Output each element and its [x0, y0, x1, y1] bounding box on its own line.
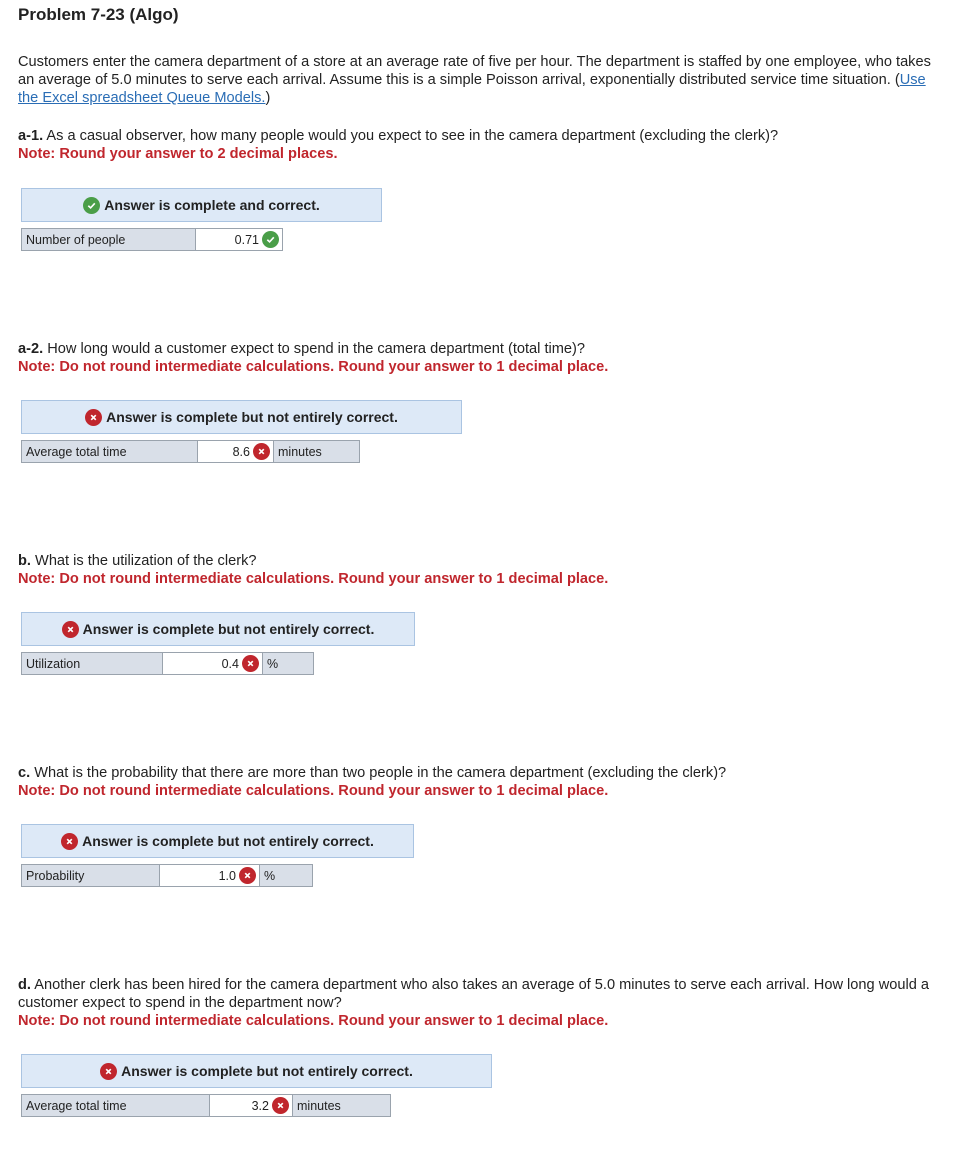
answer-value: 8.6 — [232, 444, 250, 459]
question-text: Another clerk has been hired for the camera department who also takes an average of 5.0 minutes to serve each arrival. How long would a customer expect to spend in the department now? — [18, 977, 929, 1011]
question-text: What is the probability that there are more than two people in the camera department (excluding the clerk)? — [30, 765, 727, 781]
question-label: b. — [18, 553, 31, 569]
x-circle-icon — [61, 833, 78, 850]
x-circle-icon — [100, 1063, 117, 1080]
unit-label: % — [263, 652, 314, 675]
row-label: Utilization — [21, 652, 163, 675]
question-c — [18, 764, 953, 800]
unit-label: minutes — [293, 1094, 391, 1117]
intro-tail: ) — [265, 90, 271, 106]
x-circle-icon — [85, 409, 102, 426]
question-note: Note: Do not round intermediate calculations. Round your answer to 1 decimal place. — [18, 571, 609, 587]
x-circle-icon — [62, 621, 79, 638]
answer-banner-c — [21, 824, 414, 858]
row-label: Average total time — [21, 440, 198, 463]
row-label: Number of people — [21, 228, 196, 251]
answer-row-c — [21, 864, 313, 887]
answer-value: 0.71 — [234, 232, 259, 247]
answer-field-d[interactable] — [210, 1094, 293, 1117]
x-circle-icon — [253, 443, 270, 460]
question-note: Note: Do not round intermediate calculations. Round your answer to 1 decimal place. — [18, 1013, 609, 1029]
banner-text: Answer is complete but not entirely correct. — [121, 1063, 413, 1079]
check-circle-icon — [262, 231, 279, 248]
answer-value: 3.2 — [251, 1098, 269, 1113]
unit-label: % — [260, 864, 313, 887]
answer-field-a2[interactable] — [198, 440, 274, 463]
question-label: c. — [18, 765, 31, 781]
question-note: Note: Do not round intermediate calculations. Round your answer to 1 decimal place. — [18, 359, 609, 375]
banner-text: Answer is complete but not entirely correct. — [106, 409, 398, 425]
answer-field-b[interactable] — [163, 652, 263, 675]
question-a2 — [18, 340, 953, 376]
row-label: Average total time — [21, 1094, 210, 1117]
answer-banner-a2 — [21, 400, 462, 434]
answer-field-c[interactable] — [160, 864, 260, 887]
question-b — [18, 552, 953, 588]
answer-row-d — [21, 1094, 391, 1117]
answer-value: 0.4 — [221, 656, 239, 671]
queue-models-link[interactable]: Use the Excel spreadsheet Queue Models. — [18, 72, 926, 106]
x-circle-icon — [242, 655, 259, 672]
x-circle-icon — [239, 867, 256, 884]
page-title: Problem 7-23 (Algo) — [18, 5, 179, 24]
intro-text: Customers enter the camera department of a store at an average rate of five per hour. The department is staffed by one employee, who takes an average of 5.0 minutes to serve each arrival. Assume this is a simple Poisson arrival, exponentially distributed service time situation. ( — [18, 54, 931, 88]
problem-intro — [18, 53, 948, 107]
answer-banner-a1 — [21, 188, 382, 222]
answer-row-a1 — [21, 228, 283, 251]
answer-value: 1.0 — [218, 868, 236, 883]
question-note: Note: Do not round intermediate calculations. Round your answer to 1 decimal place. — [18, 783, 609, 799]
question-a1 — [18, 127, 953, 163]
row-label: Probability — [21, 864, 160, 887]
question-label: a-1. — [18, 128, 44, 144]
answer-banner-d — [21, 1054, 492, 1088]
answer-field-a1[interactable] — [196, 228, 283, 251]
banner-text: Answer is complete but not entirely correct. — [82, 621, 375, 637]
question-label: a-2. — [18, 341, 44, 357]
question-note: Note: Round your answer to 2 decimal places. — [18, 146, 338, 162]
question-label: d. — [18, 977, 31, 993]
question-text: As a casual observer, how many people would you expect to see in the camera department (excluding the clerk)? — [43, 128, 779, 144]
question-d — [18, 976, 953, 1030]
banner-text: Answer is complete but not entirely correct. — [82, 833, 374, 849]
answer-banner-b — [21, 612, 415, 646]
x-circle-icon — [272, 1097, 289, 1114]
answer-row-a2 — [21, 440, 360, 463]
unit-label: minutes — [274, 440, 360, 463]
question-text: How long would a customer expect to spend in the camera department (total time)? — [43, 341, 586, 357]
check-circle-icon — [83, 197, 100, 214]
answer-row-b — [21, 652, 314, 675]
question-text: What is the utilization of the clerk? — [30, 553, 257, 569]
banner-text: Answer is complete and correct. — [104, 197, 320, 213]
